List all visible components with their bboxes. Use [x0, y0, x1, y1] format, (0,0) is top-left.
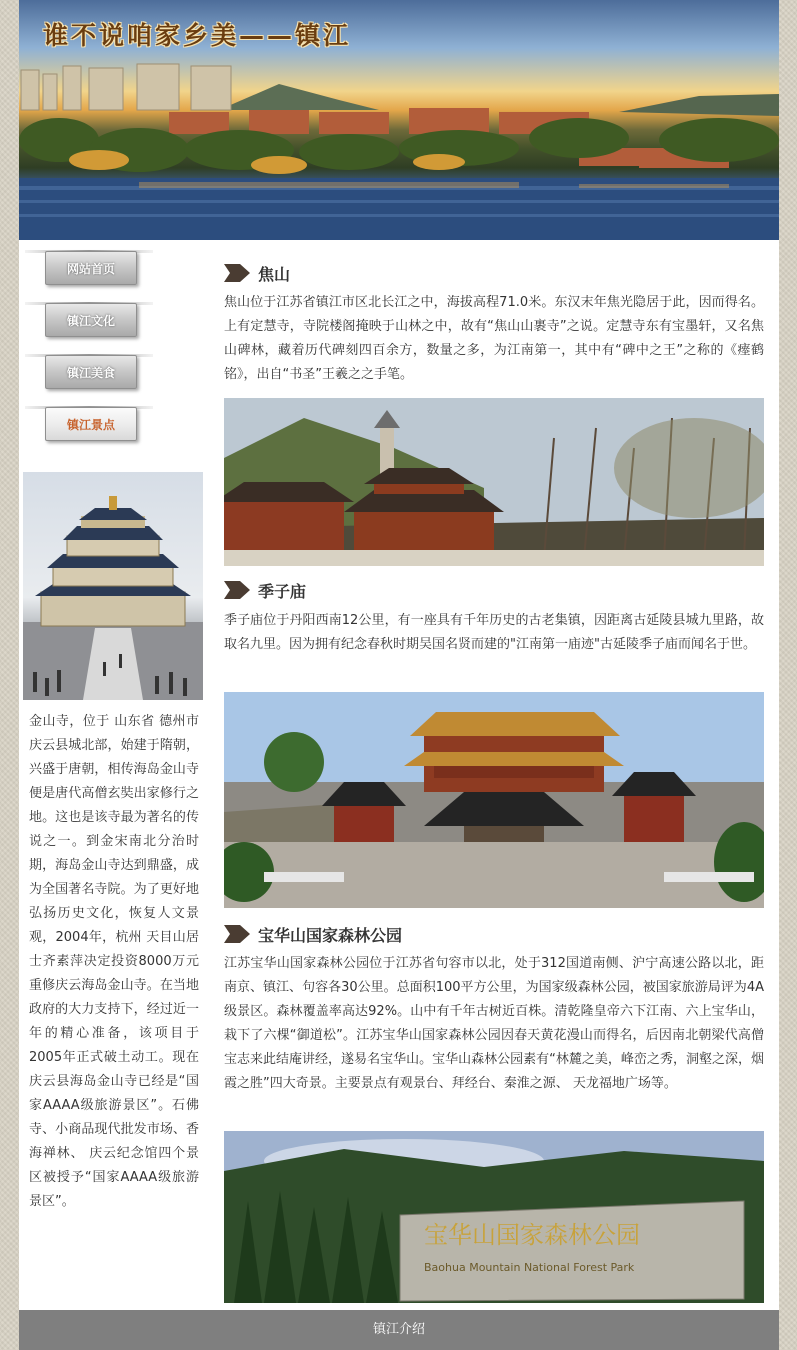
banner-title: 谁不说咱家乡美——镇江	[43, 21, 352, 50]
sidebar-description: 金山寺，位于 山东省 德州市 庆云县城北部，始建于隋朝，兴盛于唐朝，相传海岛金山寺便是唐代高僧玄奘出家修行之地。这也是该寺最为著名的传说之一。到金宋南北分治时期，海岛金山寺达到鼎盛，成为全国著名寺院。为了更好地弘扬历史文化，恢复人文景观，2004年，杭州 天目山居士齐素萍决定投资8000万元重修庆云海岛金山寺。在当地政府的大力支持下，经过近一年的精心准备，该项目于2005年正式破土动工。现在 庆云县海岛金山寺已经是“国家AAAA级旅游景区”。石佛寺、小商品现代批发市场、香海禅林、 庆云纪念馆四个景区被授予“国家AAAA级旅游景区”。	[29, 714, 199, 1209]
section-text-baohuashan: 江苏宝华山国家森林公园位于江苏省句容市以北，处于312国道南侧、沪宁高速公路以北，距南京、镇江、句容各30公里。总面积100平方公里，为国家级森林公园，被国家旅游局评为4A级景区。森林覆盖率高达92%。山中有千年古树近百株。清乾隆皇帝六下江南、六上宝华山，栽下了六棵“御道松”。江苏宝华山国家森林公园因春天黄花漫山而得名，后因南北朝梁代高僧宝志来此结庵讲经，遂易名宝华山。宝华山森林公园素有“林麓之美，峰峦之秀，洞壑之深，烟霞之胜”四大奇景。主要景点有观景台、拜经台、秦淮之源、 天龙福地广场等。	[224, 956, 764, 1091]
temple-photo	[23, 472, 203, 700]
footer-bar	[19, 1310, 779, 1350]
nav-button-food[interactable]: 镇江美食	[45, 355, 137, 389]
section-title-jiziemiao	[224, 578, 306, 602]
section-text-jiaoshan: 焦山位于江苏省镇江市区北长江之中，海拔高程71.0米。东汉末年焦光隐居于此，因而得名。上有定慧寺，寺院楼阁掩映于山林之中，故有“焦山山裹寺”之说。定慧寺东有宝墨轩，又名焦山碑林，藏着历代碑刻四百余方，数量之多，为江南第一，其中有“碑中之王”之称的《瘗鹤铭》，出自“书圣”王羲之之手笔。	[224, 295, 764, 382]
nav-button-culture[interactable]: 镇江文化	[45, 303, 137, 337]
nav-button-home[interactable]: 网站首页	[45, 251, 137, 285]
baohuashan-photo	[224, 1131, 764, 1303]
section-text-jiziemiao: 季子庙位于丹阳西南12公里，有一座具有千年历史的古老集镇，因距离古延陵县城九里路，故取名九里。因为拥有纪念春秋时期吴国名贤而建的"江南第一庙迹"古延陵季子庙而闻名于世。	[224, 613, 764, 652]
park-sign-text: 宝华山国家森林公园	[424, 1221, 640, 1249]
section-title-jiaoshan	[224, 261, 290, 285]
section-heading: 宝华山国家森林公园	[258, 925, 403, 945]
jiaoshan-photo	[224, 398, 764, 566]
nav-item-food[interactable]	[25, 352, 155, 404]
sidebar-nav	[25, 248, 155, 456]
section-heading: 季子庙	[258, 581, 307, 601]
nav-item-home[interactable]	[25, 248, 155, 300]
jiziemiao-photo	[224, 692, 764, 908]
section-title-baohuashan	[224, 922, 402, 946]
footer-link[interactable]: 镇江介绍	[372, 1322, 425, 1337]
arrow-icon	[224, 925, 250, 943]
header-banner	[19, 0, 779, 240]
nav-item-culture[interactable]	[25, 300, 155, 352]
page-container	[19, 0, 779, 1350]
section-heading: 焦山	[258, 264, 291, 284]
arrow-icon	[224, 264, 250, 282]
nav-button-attractions[interactable]: 镇江景点	[45, 407, 137, 441]
park-sign-english: Baohua Mountain National Forest Park	[424, 1261, 635, 1274]
arrow-icon	[224, 581, 250, 599]
nav-item-attractions[interactable]	[25, 404, 155, 456]
